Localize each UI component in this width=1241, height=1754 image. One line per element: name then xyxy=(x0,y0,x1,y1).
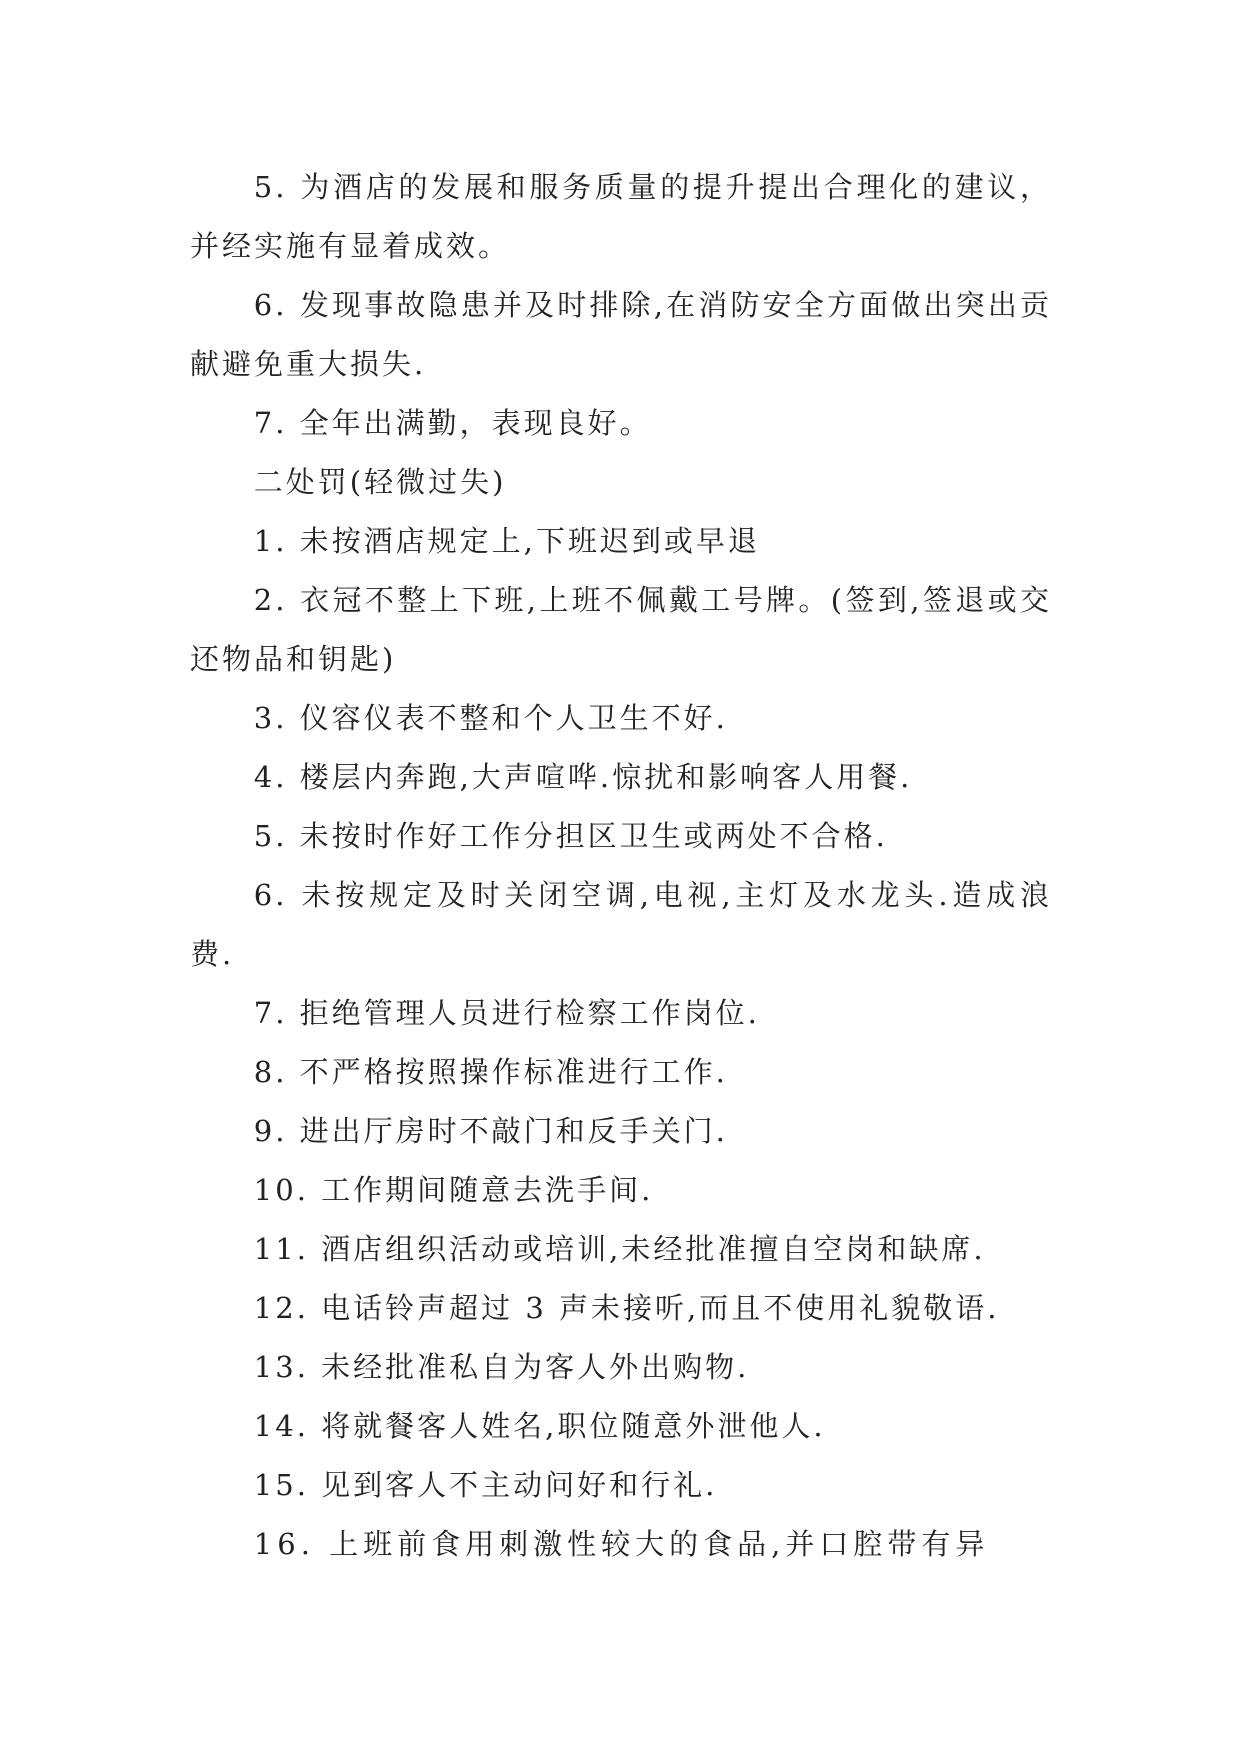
paragraph: 5. 未按时作好工作分担区卫生或两处不合格. xyxy=(253,819,888,853)
paragraph: 7. 拒绝管理人员进行检察工作岗位. xyxy=(253,996,760,1030)
paragraph: 9. 进出厅房时不敲门和反手关门. xyxy=(253,1114,728,1148)
paragraph: 13. 未经批准私自为客人外出购物. xyxy=(253,1350,750,1384)
paragraph: 2. 衣冠不整上下班,上班不佩戴工号牌。(签到,签退或交还物品和钥匙) xyxy=(190,583,1052,676)
document-body xyxy=(190,158,1052,1574)
paragraph: 5. 为酒店的发展和服务质量的提升提出合理化的建议，并经实施有显着成效。 xyxy=(190,170,1052,263)
paragraph: 11. 酒店组织活动或培训,未经批准擅自空岗和缺席. xyxy=(253,1232,986,1266)
paragraph: 12. 电话铃声超过 3 声未接听,而且不使用礼貌敬语. xyxy=(253,1291,1000,1325)
paragraph: 6. 未按规定及时关闭空调,电视,主灯及水龙头.造成浪费. xyxy=(190,878,1052,971)
paragraph: 8. 不严格按照操作标准进行工作. xyxy=(253,1055,728,1089)
paragraph: 14. 将就餐客人姓名,职位随意外泄他人. xyxy=(253,1409,826,1443)
paragraph: 1. 未按酒店规定上,下班迟到或早退 xyxy=(253,524,760,558)
paragraph: 4. 楼层内奔跑,大声喧哗.惊扰和影响客人用餐. xyxy=(253,760,913,794)
section-heading: 二处罚(轻微过失) xyxy=(253,465,507,499)
paragraph: 15. 见到客人不主动问好和行礼. xyxy=(253,1468,718,1502)
paragraph: 6. 发现事故隐患并及时排除,在消防安全方面做出突出贡献避免重大损失. xyxy=(190,288,1052,381)
paragraph: 3. 仪容仪表不整和个人卫生不好. xyxy=(253,701,728,735)
paragraph: 10. 工作期间随意去洗手间. xyxy=(253,1173,654,1207)
paragraph: 16. 上班前食用刺激性较大的食品,并口腔带有异 xyxy=(253,1527,990,1561)
paragraph: 7. 全年出满勤，表现良好。 xyxy=(253,406,652,440)
